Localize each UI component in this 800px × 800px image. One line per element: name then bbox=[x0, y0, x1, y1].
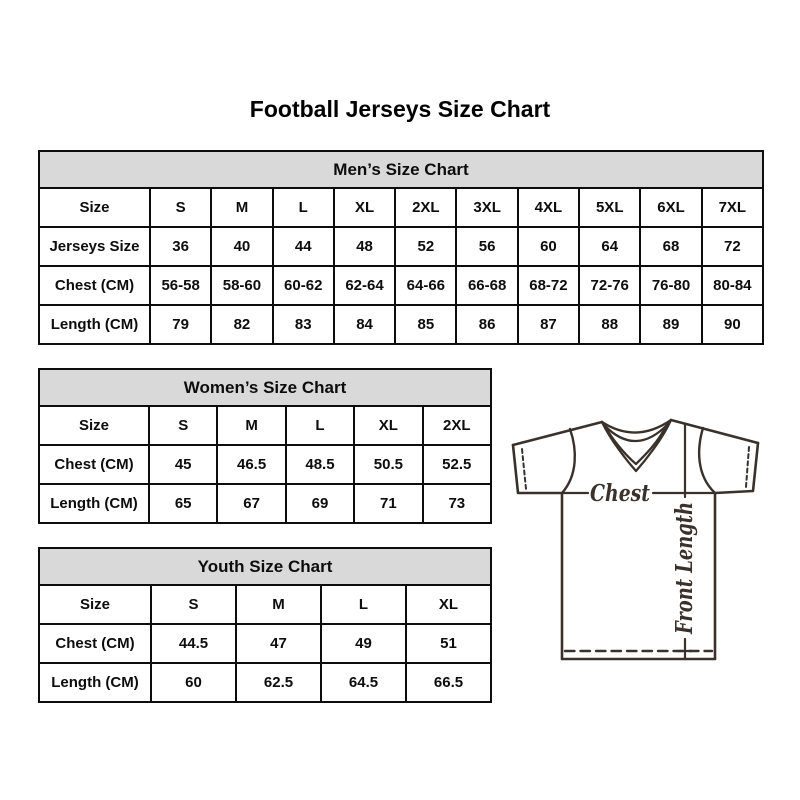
data-cell: 90 bbox=[702, 305, 763, 344]
row-header-cell: Chest (CM) bbox=[39, 266, 150, 305]
data-cell: 89 bbox=[640, 305, 701, 344]
womens-size-chart-title: Women’s Size Chart bbox=[39, 369, 491, 406]
table-row bbox=[39, 406, 491, 445]
table-row bbox=[39, 585, 491, 624]
row-header-cell: Chest (CM) bbox=[39, 624, 151, 663]
column-header-cell: 2XL bbox=[395, 188, 456, 227]
data-cell: 40 bbox=[211, 227, 272, 266]
data-cell: 83 bbox=[273, 305, 334, 344]
data-cell: 62-64 bbox=[334, 266, 395, 305]
left-cuff-stitch-dashes bbox=[522, 449, 526, 489]
column-header-cell: L bbox=[273, 188, 334, 227]
data-cell: 60-62 bbox=[273, 266, 334, 305]
column-header-cell: 5XL bbox=[579, 188, 640, 227]
data-cell: 71 bbox=[354, 484, 422, 523]
data-cell: 44.5 bbox=[151, 624, 236, 663]
data-cell: 60 bbox=[518, 227, 579, 266]
data-cell: 66.5 bbox=[406, 663, 491, 702]
youth-size-chart-title: Youth Size Chart bbox=[39, 548, 491, 585]
womens-size-chart-table bbox=[38, 368, 492, 524]
right-cuff-stitch-dashes bbox=[746, 447, 749, 487]
column-header-cell: M bbox=[236, 585, 321, 624]
table-row bbox=[39, 266, 763, 305]
table-row bbox=[39, 188, 763, 227]
mens-size-chart-title-row bbox=[39, 151, 763, 188]
data-cell: 52 bbox=[395, 227, 456, 266]
data-cell: 49 bbox=[321, 624, 406, 663]
data-cell: 45 bbox=[149, 445, 217, 484]
data-cell: 67 bbox=[217, 484, 285, 523]
row-header-cell: Length (CM) bbox=[39, 484, 149, 523]
data-cell: 64.5 bbox=[321, 663, 406, 702]
data-cell: 68-72 bbox=[518, 266, 579, 305]
chest-label: Chest bbox=[590, 480, 651, 507]
table-row bbox=[39, 663, 491, 702]
data-cell: 44 bbox=[273, 227, 334, 266]
data-cell: 82 bbox=[211, 305, 272, 344]
data-cell: 50.5 bbox=[354, 445, 422, 484]
data-cell: 48 bbox=[334, 227, 395, 266]
data-cell: 87 bbox=[518, 305, 579, 344]
column-header-cell: XL bbox=[406, 585, 491, 624]
column-header-cell: Size bbox=[39, 585, 151, 624]
data-cell: 58-60 bbox=[211, 266, 272, 305]
mens-size-chart-table bbox=[38, 150, 764, 345]
jersey-diagram-svg bbox=[505, 413, 765, 665]
jersey-measurement-diagram bbox=[505, 413, 765, 665]
womens-size-chart-title-row bbox=[39, 369, 491, 406]
column-header-cell: M bbox=[211, 188, 272, 227]
mens-size-chart-title: Men’s Size Chart bbox=[39, 151, 763, 188]
jersey-outline bbox=[513, 420, 758, 659]
youth-size-chart-title-row bbox=[39, 548, 491, 585]
row-header-cell: Chest (CM) bbox=[39, 445, 149, 484]
row-header-cell: Jerseys Size bbox=[39, 227, 150, 266]
data-cell: 73 bbox=[423, 484, 491, 523]
column-header-cell: XL bbox=[334, 188, 395, 227]
data-cell: 47 bbox=[236, 624, 321, 663]
table-row bbox=[39, 484, 491, 523]
data-cell: 85 bbox=[395, 305, 456, 344]
data-cell: 36 bbox=[150, 227, 211, 266]
data-cell: 86 bbox=[456, 305, 517, 344]
column-header-cell: 6XL bbox=[640, 188, 701, 227]
data-cell: 88 bbox=[579, 305, 640, 344]
column-header-cell: L bbox=[321, 585, 406, 624]
data-cell: 72 bbox=[702, 227, 763, 266]
column-header-cell: 4XL bbox=[518, 188, 579, 227]
table-row bbox=[39, 305, 763, 344]
data-cell: 46.5 bbox=[217, 445, 285, 484]
column-header-cell: 2XL bbox=[423, 406, 491, 445]
column-header-cell: 7XL bbox=[702, 188, 763, 227]
data-cell: 69 bbox=[286, 484, 354, 523]
front-length-label: Front Length bbox=[671, 464, 698, 634]
data-cell: 60 bbox=[151, 663, 236, 702]
table-row bbox=[39, 227, 763, 266]
column-header-cell: S bbox=[149, 406, 217, 445]
data-cell: 52.5 bbox=[423, 445, 491, 484]
column-header-cell: Size bbox=[39, 188, 150, 227]
data-cell: 56-58 bbox=[150, 266, 211, 305]
row-header-cell: Length (CM) bbox=[39, 663, 151, 702]
data-cell: 80-84 bbox=[702, 266, 763, 305]
table-row bbox=[39, 624, 491, 663]
data-cell: 48.5 bbox=[286, 445, 354, 484]
column-header-cell: S bbox=[151, 585, 236, 624]
youth-size-chart-table bbox=[38, 547, 492, 703]
row-header-cell: Length (CM) bbox=[39, 305, 150, 344]
data-cell: 79 bbox=[150, 305, 211, 344]
column-header-cell: S bbox=[150, 188, 211, 227]
column-header-cell: M bbox=[217, 406, 285, 445]
column-header-cell: XL bbox=[354, 406, 422, 445]
data-cell: 72-76 bbox=[579, 266, 640, 305]
column-header-cell: Size bbox=[39, 406, 149, 445]
data-cell: 76-80 bbox=[640, 266, 701, 305]
data-cell: 62.5 bbox=[236, 663, 321, 702]
column-header-cell: 3XL bbox=[456, 188, 517, 227]
data-cell: 51 bbox=[406, 624, 491, 663]
data-cell: 64 bbox=[579, 227, 640, 266]
data-cell: 64-66 bbox=[395, 266, 456, 305]
data-cell: 66-68 bbox=[456, 266, 517, 305]
data-cell: 84 bbox=[334, 305, 395, 344]
data-cell: 56 bbox=[456, 227, 517, 266]
data-cell: 65 bbox=[149, 484, 217, 523]
table-row bbox=[39, 445, 491, 484]
data-cell: 68 bbox=[640, 227, 701, 266]
page-title: Football Jerseys Size Chart bbox=[249, 96, 551, 122]
column-header-cell: L bbox=[286, 406, 354, 445]
